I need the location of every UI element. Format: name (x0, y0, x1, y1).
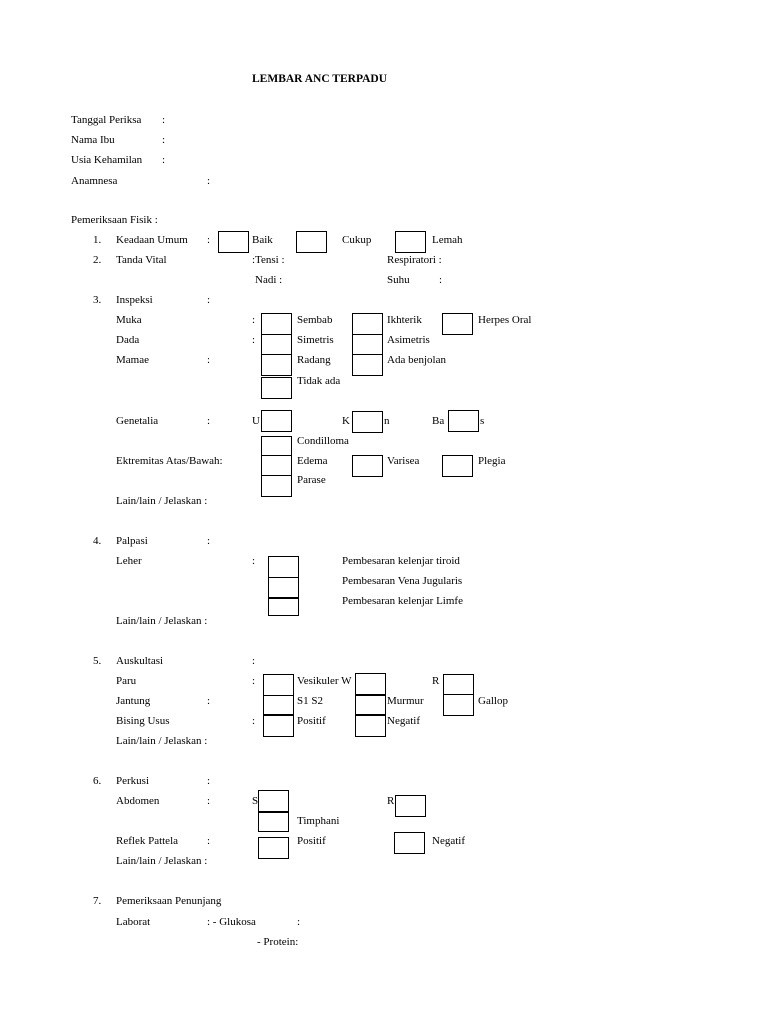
tiroid-label: Pembesaran kelenjar tiroid (342, 555, 460, 567)
section-6-number: 6. (93, 775, 102, 787)
abdomen-colon: : (207, 795, 211, 807)
jantung-colon: : (207, 695, 211, 707)
tidak-ada-checkbox[interactable] (261, 377, 292, 399)
section-1-number: 1. (93, 234, 102, 246)
timphani-label: Timphani (297, 815, 340, 827)
section-4-number: 4. (93, 535, 102, 547)
jantung-label: Jantung (116, 695, 151, 707)
lemah-checkbox[interactable] (395, 231, 426, 253)
radang-label: Radang (297, 354, 331, 366)
genetalia-k-text: K (342, 415, 350, 427)
sembab-label: Sembab (297, 314, 333, 326)
gallop-checkbox[interactable] (443, 694, 474, 716)
radang-checkbox[interactable] (261, 354, 292, 376)
bising-usus-label: Bising Usus (116, 715, 170, 727)
genetalia-u-text: U (252, 415, 260, 427)
bising-usus-colon: : (252, 715, 256, 727)
vesikuler-checkbox[interactable] (263, 674, 294, 696)
section-3-number: 3. (93, 294, 102, 306)
genetalia-colon: : (207, 415, 211, 427)
protein-label: - Protein: (257, 936, 299, 948)
s1s2-checkbox[interactable] (263, 695, 294, 715)
vena-jugularis-label: Pembesaran Vena Jugularis (342, 575, 463, 587)
suhu-colon: : (439, 274, 443, 286)
section-2-number: 2. (93, 254, 102, 266)
genetalia-u-checkbox[interactable] (261, 410, 292, 432)
nama-colon: : (162, 134, 166, 146)
varisea-checkbox[interactable] (352, 455, 383, 477)
usia-colon: : (162, 154, 166, 166)
pemeriksaan-fisik-heading: Pemeriksaan Fisik : (71, 214, 158, 226)
perkusi-label: Perkusi (116, 775, 149, 787)
lemah-label: Lemah (432, 234, 463, 246)
ada-benjolan-label: Ada benjolan (387, 354, 446, 366)
anamnesa-colon: : (207, 175, 211, 187)
genetalia-s-text: s (480, 415, 485, 427)
reflek-positif-checkbox[interactable] (258, 837, 289, 859)
inspeksi-label: Inspeksi (116, 294, 153, 306)
cukup-checkbox[interactable] (296, 231, 327, 253)
dada-colon: : (252, 334, 256, 346)
genetalia-label: Genetalia (116, 415, 159, 427)
tidak-ada-label: Tidak ada (297, 375, 341, 387)
parase-label: Parase (297, 474, 326, 486)
genetalia-k-checkbox[interactable] (352, 411, 383, 433)
section-5-number: 5. (93, 655, 102, 667)
paru-option-3-checkbox[interactable] (443, 674, 474, 696)
condilloma-label: Condilloma (297, 435, 349, 447)
tanda-vital-label: Tanda Vital (116, 254, 167, 266)
paru-colon: : (252, 675, 256, 687)
abdomen-s-text: S (252, 795, 259, 807)
murmur-label: Murmur (387, 695, 424, 707)
timphani-checkbox[interactable] (258, 812, 289, 832)
nadi-label: Nadi : (255, 274, 283, 286)
simetris-checkbox[interactable] (261, 334, 292, 356)
abdomen-s-checkbox[interactable] (258, 790, 289, 812)
cukup-label: Cukup (342, 234, 372, 246)
limfe-checkbox[interactable] (268, 598, 299, 616)
asimetris-checkbox[interactable] (352, 334, 383, 356)
reflek-negatif-checkbox[interactable] (394, 832, 425, 854)
plegia-checkbox[interactable] (442, 455, 473, 477)
inspeksi-colon: : (207, 294, 211, 306)
respirasi-label: Respiratori : (387, 254, 442, 266)
leher-colon: : (252, 555, 256, 567)
laborat-label: Laborat (116, 916, 151, 928)
suhu-label: Suhu (387, 274, 410, 286)
palpasi-colon: : (207, 535, 211, 547)
vesikuler-label: Vesikuler W (297, 675, 352, 687)
leher-label: Leher (116, 555, 142, 567)
abdomen-label: Abdomen (116, 795, 160, 807)
baik-checkbox[interactable] (218, 231, 249, 253)
edema-label: Edema (297, 455, 328, 467)
mamae-label: Mamae (116, 354, 149, 366)
perkusi-lain-label: Lain/lain / Jelaskan : (116, 855, 208, 867)
auskultasi-label: Auskultasi (116, 655, 164, 667)
glukosa-label: : - Glukosa (207, 916, 256, 928)
asimetris-label: Asimetris (387, 334, 430, 346)
bising-negatif-label: Negatif (387, 715, 420, 727)
section-7-number: 7. (93, 895, 102, 907)
tiroid-checkbox[interactable] (268, 556, 299, 578)
genetalia-ba-text: Ba (432, 415, 445, 427)
ikhterik-label: Ikhterik (387, 314, 422, 326)
parase-checkbox[interactable] (261, 475, 292, 497)
perkusi-colon: : (207, 775, 211, 787)
tensi-label: :Tensi : (252, 254, 285, 266)
abdomen-r-text: R (387, 795, 395, 807)
auskultasi-lain-label: Lain/lain / Jelaskan : (116, 735, 208, 747)
paru-r-text: R (432, 675, 440, 687)
muka-colon: : (252, 314, 256, 326)
reflek-negatif-label: Negatif (432, 835, 465, 847)
nama-label: Nama Ibu (71, 134, 115, 146)
palpasi-lain-label: Lain/lain / Jelaskan : (116, 615, 208, 627)
page-title: LEMBAR ANC TERPADU (252, 73, 388, 85)
herpes-oral-checkbox[interactable] (442, 313, 473, 335)
ikhterik-checkbox[interactable] (352, 313, 383, 335)
genetalia-n-text: n (384, 415, 390, 427)
auskultasi-colon: : (252, 655, 256, 667)
genetalia-ba-checkbox[interactable] (448, 410, 479, 432)
varisea-label: Varisea (387, 455, 420, 467)
keadaan-umum-label: Keadaan Umum (116, 234, 188, 246)
mamae-colon: : (207, 354, 211, 366)
murmur-checkbox[interactable] (355, 695, 386, 715)
muka-label: Muka (116, 314, 142, 326)
abdomen-r-checkbox[interactable] (395, 795, 426, 817)
gallop-label: Gallop (478, 695, 508, 707)
simetris-label: Simetris (297, 334, 334, 346)
baik-label: Baik (252, 234, 273, 246)
paru-label: Paru (116, 675, 137, 687)
tanggal-label: Tanggal Periksa (71, 114, 142, 126)
dada-label: Dada (116, 334, 140, 346)
reflek-pattela-colon: : (207, 835, 211, 847)
limfe-label: Pembesaran kelenjar Limfe (342, 595, 463, 607)
bising-negatif-checkbox[interactable] (355, 715, 386, 737)
plegia-label: Plegia (478, 455, 506, 467)
s1s2-label: S1 S2 (297, 695, 323, 707)
inspeksi-lain-label: Lain/lain / Jelaskan : (116, 495, 208, 507)
tanggal-colon: : (162, 114, 166, 126)
herpes-oral-label: Herpes Oral (478, 314, 532, 326)
vena-jugularis-checkbox[interactable] (268, 577, 299, 598)
glukosa-colon: : (297, 916, 301, 928)
sembab-checkbox[interactable] (261, 313, 292, 335)
paru-option-2-checkbox[interactable] (355, 673, 386, 695)
pemeriksaan-penunjang-label: Pemeriksaan Penunjang (116, 895, 222, 907)
bising-positif-label: Positif (297, 715, 326, 727)
palpasi-label: Palpasi (116, 535, 148, 547)
reflek-pattela-label: Reflek Pattela (116, 835, 179, 847)
bising-positif-checkbox[interactable] (263, 715, 294, 737)
usia-label: Usia Kehamilan (71, 154, 143, 166)
ada-benjolan-checkbox[interactable] (352, 354, 383, 376)
keadaan-umum-colon: : (207, 234, 211, 246)
anamnesa-label: Anamnesa (71, 175, 118, 187)
ekstremitas-label: Ektremitas Atas/Bawah: (116, 455, 223, 467)
edema-checkbox[interactable] (261, 455, 292, 477)
reflek-positif-label: Positif (297, 835, 326, 847)
